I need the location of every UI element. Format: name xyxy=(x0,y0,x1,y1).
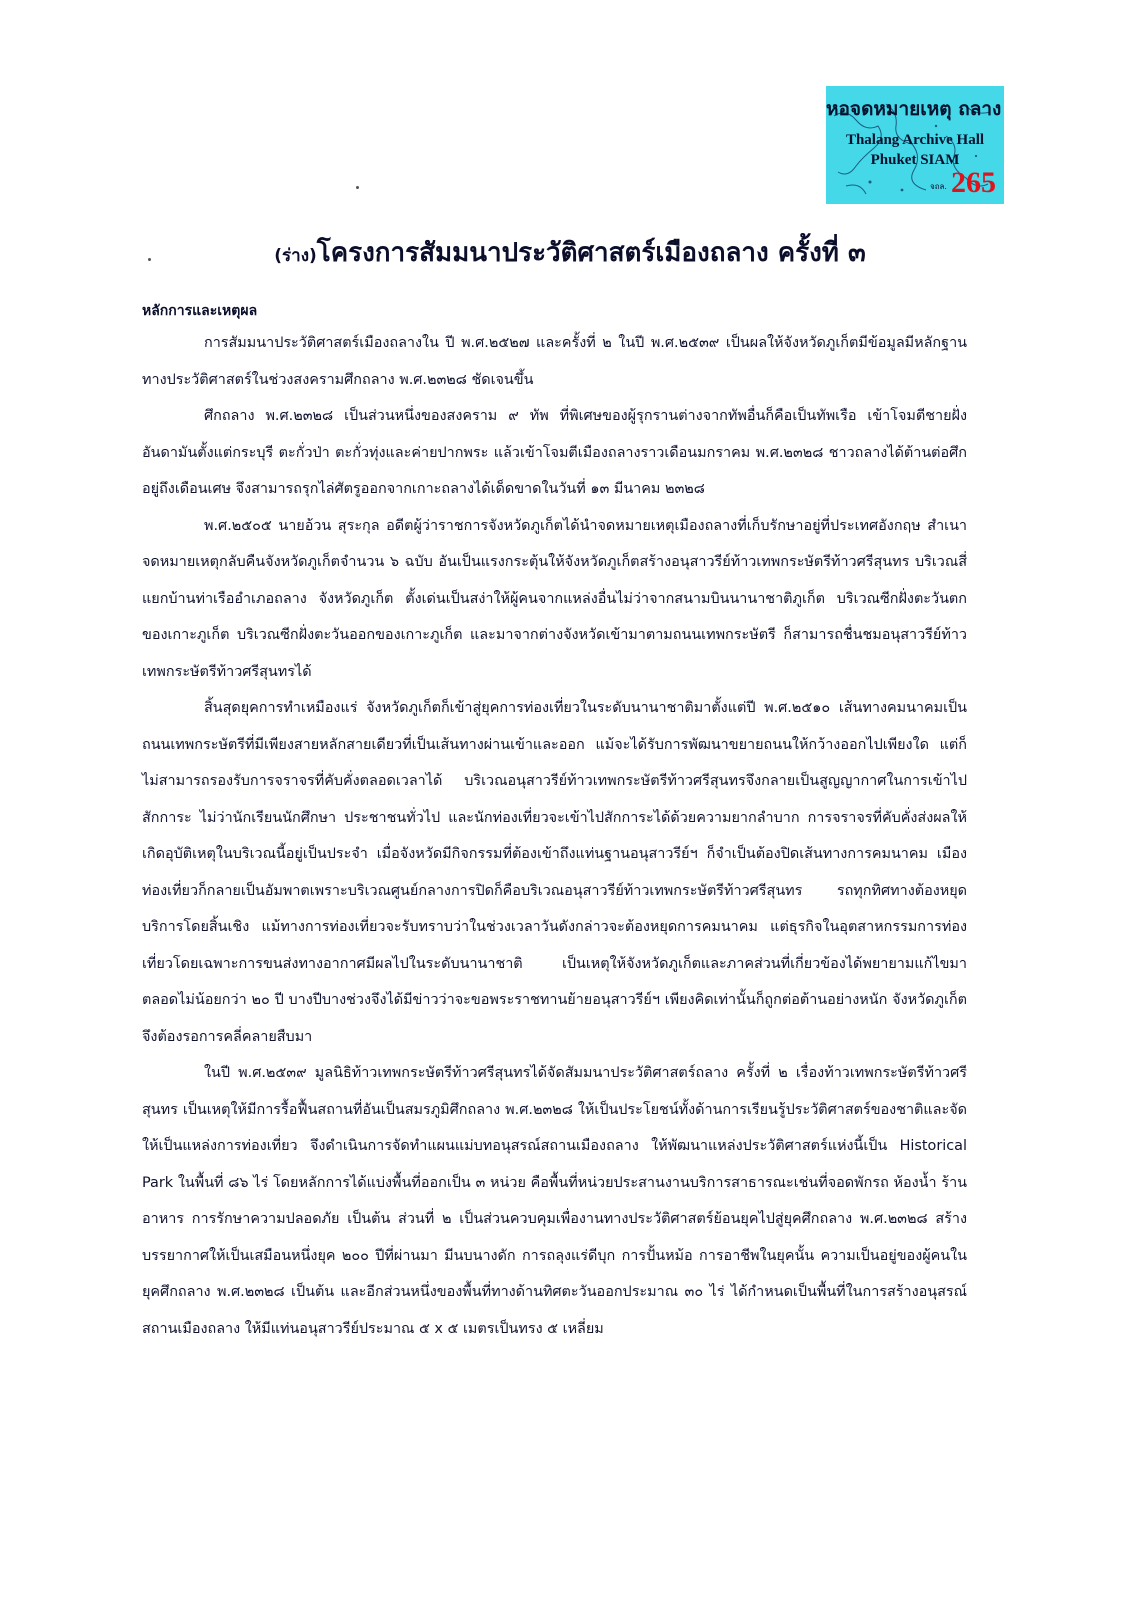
stamp-thai-name: หอจดหมายเหตุ ถลาง xyxy=(826,98,1002,120)
paragraph: สิ้นสุดยุคการทำเหมืองแร่ จังหวัดภูเก็ตก็เข้าสู่ยุคการท่องเที่ยวในระดับนานาชาติมาตั้งแต่ปี พ.ศ.๒๕๑๐ เส้นทางคมนาคมเป็นถนนเทพกระษัตรีที่มีเพียงสายหลักสายเดียวที่เป็นเส้นทางผ่านเข้าและออก แม้จะได้รับการพัฒนาขยายถนนให้กว้างออกไปเพียงใด แต่ก็ไม่สามารถรองรับการจราจรที่คับคั่งตลอดเวลาได้ บริเวณอนุสาวรีย์ท้าวเทพกระษัตรีท้าวศรีสุนทรจึงกลายเป็นสูญญากาศในการเข้าไปสักการะ ไม่ว่านักเรียนนักศึกษา ประชาชนทั่วไป และนักท่องเที่ยวจะเข้าไปสักการะได้ด้วยความยากลำบาก การจราจรที่คับคั่งส่งผลให้เกิดอุบัติเหตุในบริเวณนี้อยู่เป็นประจำ เมื่อจังหวัดมีกิจกรรมที่ต้องเข้าถึงแท่นฐานอนุสาวรีย์ฯ ก็จำเป็นต้องปิดเส้นทางการคมนาคม เมืองท่องเที่ยวก็กลายเป็นอัมพาตเพราะบริเวณศูนย์กลางการปิดก็คือบริเวณอนุสาวรีย์ท้าวเทพกระษัตรีท้าวศรีสุนทร รถทุกทิศทางต้องหยุดบริการโดยสิ้นเชิง แม้ทางการท่องเที่ยวจะรับทราบว่าในช่วงเวลาวันดังกล่าวจะต้องหยุดการคมนาคม แต่ธุรกิจในอุตสาหกรรมการท่องเที่ยวโดยเฉพาะการขนส่งทางอากาศมีผลไปในระดับนานาชาติ เป็นเหตุให้จังหวัดภูเก็ตและภาคส่วนที่เกี่ยวข้องได้พยายามแก้ไขมาตลอดไม่น้อยกว่า ๒๐ ปี บางปีบางช่วงจึงได้มีข่าวว่าจะขอพระราชทานย้ายอนุสาวรีย์ฯ เพียงคิดเท่านั้นก็ถูกต่อต้านอย่างหนัก จังหวัดภูเก็ตจึงต้องรอการคลี่คลายสืบมา xyxy=(142,700,967,1045)
stamp-english-name: Thalang Archive Hall xyxy=(845,132,985,148)
document-title xyxy=(140,232,1000,273)
stamp-location: Phuket SIAM xyxy=(870,152,960,168)
archive-stamp xyxy=(826,86,1004,204)
stamp-number-prefix: จถล. xyxy=(930,182,947,191)
section-heading: หลักการและเหตุผล xyxy=(142,303,258,319)
paragraph: ในปี พ.ศ.๒๕๓๙ มูลนิธิท้าวเทพกระษัตรีท้าวศรีสุนทรได้จัดสัมมนาประวัติศาสตร์ถลาง ครั้งที่ ๒ เรื่องท้าวเทพกระษัตรีท้าวศรีสุนทร เป็นเหตุให้มีการรื้อฟื้นสถานที่อันเป็นสมรภูมิศึกถลาง พ.ศ.๒๓๒๘ ให้เป็นประโยชน์ทั้งด้านการเรียนรู้ประวัติศาสตร์ของชาติและจัดให้เป็นแหล่งการท่องเที่ยว จึงดำเนินการจัดทำแผนแม่บทอนุสรณ์สถานเมืองถลาง ให้พัฒนาแหล่งประวัติศาสตร์แห่งนี้เป็น Historical Park ในพื้นที่ ๘๖ ไร่ โดยหลักการได้แบ่งพื้นที่ออกเป็น ๓ หน่วย คือพื้นที่หน่วยประสานงานบริการสาธารณะเช่นที่จอดพักรถ ห้องน้ำ ร้านอาหาร การรักษาความปลอดภัย เป็นต้น ส่วนที่ ๒ เป็นส่วนควบคุมเพื่องานทางประวัติศาสตร์ย้อนยุคไปสู่ยุคศึกถลาง พ.ศ.๒๓๒๘ สร้างบรรยากาศให้เป็นเสมือนหนึ่งยุค ๒๐๐ ปีที่ผ่านมา มีนบนางดัก การถลุงแร่ดีบุก การปั้นหม้อ การอาชีพในยุคนั้น ความเป็นอยู่ของผู้คนในยุคศึกถลาง พ.ศ.๒๓๒๘ เป็นต้น และอีกส่วนหนึ่งของพื้นที่ทางด้านทิศตะวันออกประมาณ ๓๐ ไร่ ได้กำหนดเป็นพื้นที่ในการสร้างอนุสรณ์สถานเมืองถลาง ให้มีแท่นอนุสาวรีย์ประมาณ ๕ x ๕ เมตรเป็นทรง ๕ เหลี่ยม xyxy=(142,1065,967,1337)
stamp-number: 265 xyxy=(951,166,996,199)
paragraph: ศึกถลาง พ.ศ.๒๓๒๘ เป็นส่วนหนึ่งของสงคราม ๙ ทัพ ที่พิเศษของผู้รุกรานต่างจากทัพอื่นก็คือเป็นทัพเรือ เข้าโจมตีชายฝั่งอันดามันตั้งแต่กระบุรี ตะกั่วป่า ตะกั่วทุ่งและค่ายปากพระ แล้วเข้าโจมตีเมืองถลางราวเดือนมกราคม พ.ศ.๒๓๒๘ ชาวถลางได้ต้านต่อศึกอยู่ถึงเดือนเศษ จึงสามารถรุกไล่ศัตรูออกจากเกาะถลางได้เด็ดขาดในวันที่ ๑๓ มีนาคม ๒๓๒๘ xyxy=(142,408,967,497)
paragraph: พ.ศ.๒๕๐๕ นายอ้วน สุระกุล อดีตผู้ว่าราชการจังหวัดภูเก็ตได้นำจดหมายเหตุเมืองถลางที่เก็บรักษาอยู่ที่ประเทศอังกฤษ สำเนาจดหมายเหตุกลับคืนจังหวัดภูเก็ตจำนวน ๖ ฉบับ อันเป็นแรงกระตุ้นให้จังหวัดภูเก็ตสร้างอนุสาวรีย์ท้าวเทพกระษัตรีท้าวศรีสุนทร บริเวณสี่แยกบ้านท่าเรืออำเภอถลาง จังหวัดภูเก็ต ตั้งเด่นเป็นสง่าให้ผู้คนจากแหล่งอื่นไม่ว่าจากสนามบินนานาชาติภูเก็ต บริเวณซีกฝั่งตะวันตกของเกาะภูเก็ต บริเวณซีกฝั่งตะวันออกของเกาะภูเก็ต และมาจากต่างจังหวัดเข้ามาตามถนนเทพกระษัตรี ก็สามารถชื่นชมอนุสาวรีย์ท้าวเทพกระษัตรีท้าวศรีสุนทรได้ xyxy=(142,517,967,680)
title-prefix: (ร่าง) xyxy=(274,246,317,266)
document-body xyxy=(142,325,967,1347)
scan-speck xyxy=(356,186,359,189)
paragraph: การสัมมนาประวัติศาสตร์เมืองถลางใน ปี พ.ศ.๒๕๒๗ และครั้งที่ ๒ ในปี พ.ศ.๒๕๓๙ เป็นผลให้จังหวัดภูเก็ตมีข้อมูลมีหลักฐานทางประวัติศาสตร์ในช่วงสงครามศึกถลาง พ.ศ.๒๓๒๘ ชัดเจนขึ้น xyxy=(142,335,967,388)
title-text: โครงการสัมมนาประวัติศาสตร์เมืองถลาง ครั้งที่ ๓ xyxy=(316,238,866,268)
